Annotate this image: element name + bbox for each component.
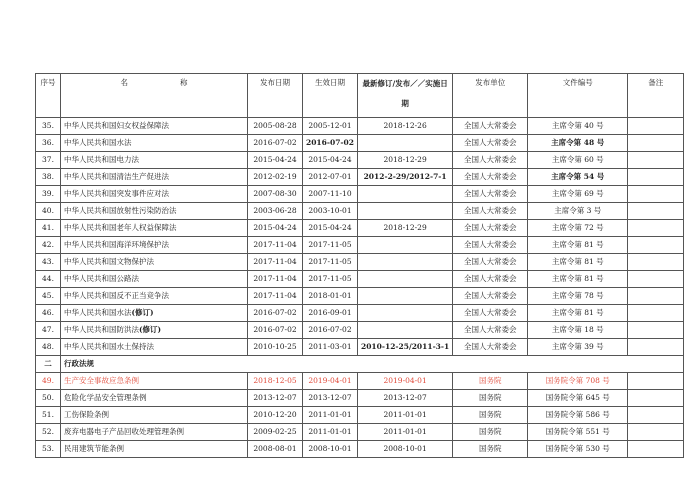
row-publisher: 全国人大常委会 (453, 322, 528, 339)
row-name (61, 220, 248, 237)
row-doc-no: 主席令第 18 号 (528, 322, 628, 339)
row-remark (628, 237, 684, 254)
row-seq: 45. (36, 288, 61, 305)
row-name: 危险化学品安全管理条例 (61, 390, 248, 407)
table-row (36, 118, 684, 135)
row-seq: 48. (36, 339, 61, 356)
row-doc-no: 主席令第 3 号 (528, 203, 628, 220)
row-latest (357, 305, 452, 322)
row-eff-date: 2011-01-01 (303, 424, 358, 441)
row-eff-date: 2015-04-24 (303, 152, 358, 169)
row-name (61, 305, 248, 322)
row-pub-date: 2013-12-07 (248, 390, 303, 407)
row-publisher: 全国人大常委会 (453, 237, 528, 254)
row-publisher: 全国人大常委会 (453, 186, 528, 203)
row-name (61, 118, 248, 135)
row-pub-date: 2017-11-04 (248, 254, 303, 271)
row-doc-no: 主席令第 81 号 (528, 254, 628, 271)
header-row (36, 74, 684, 118)
row-name (61, 271, 248, 288)
row-seq: 35. (36, 118, 61, 135)
row-publisher: 全国人大常委会 (453, 169, 528, 186)
row-pub-date: 2010-10-25 (248, 339, 303, 356)
row-doc-no: 主席令第 60 号 (528, 152, 628, 169)
table-row (36, 169, 684, 186)
row-pub-date: 2007-08-30 (248, 186, 303, 203)
row-seq: 50. (36, 390, 61, 407)
row-latest: 2018-12-29 (357, 220, 452, 237)
row-eff-date: 2016-09-01 (303, 305, 358, 322)
header-name-right: 称 (180, 78, 188, 87)
row-doc-no: 国务院令第 586 号 (528, 407, 628, 424)
row-name (61, 254, 248, 271)
table-row (36, 288, 684, 305)
row-remark (628, 373, 684, 390)
row-latest: 2018-12-29 (357, 152, 452, 169)
table-row (36, 373, 684, 390)
row-eff-date: 2005-12-01 (303, 118, 358, 135)
row-doc-no: 主席令第 40 号 (528, 118, 628, 135)
row-remark (628, 135, 684, 152)
row-latest: 2008-10-01 (357, 441, 452, 458)
row-doc-no: 主席令第 81 号 (528, 305, 628, 322)
row-seq: 47. (36, 322, 61, 339)
row-eff-date: 2012-07-01 (303, 169, 358, 186)
row-latest (357, 288, 452, 305)
section-no: 二 (36, 356, 61, 373)
row-seq: 44. (36, 271, 61, 288)
row-eff-date: 2017-11-05 (303, 271, 358, 288)
row-name (61, 237, 248, 254)
row-publisher: 全国人大常委会 (453, 220, 528, 237)
row-latest: 2012-2-29/2012-7-1 (357, 169, 452, 186)
row-latest: 2019-04-01 (357, 373, 452, 390)
row-eff-date: 2016-07-02 (303, 322, 358, 339)
header-name-left: 名 (120, 78, 128, 87)
row-publisher: 全国人大常委会 (453, 118, 528, 135)
row-doc-no: 国务院令第 551 号 (528, 424, 628, 441)
row-name (61, 288, 248, 305)
row-publisher: 全国人大常委会 (453, 254, 528, 271)
table-row (36, 305, 684, 322)
row-seq: 49. (36, 373, 61, 390)
row-publisher: 全国人大常委会 (453, 271, 528, 288)
row-seq: 39. (36, 186, 61, 203)
row-seq: 42. (36, 237, 61, 254)
row-pub-date: 2018-12-05 (248, 373, 303, 390)
row-name (61, 322, 248, 339)
row-remark (628, 390, 684, 407)
row-publisher: 全国人大常委会 (453, 203, 528, 220)
row-latest: 2010-12-25/2011-3-1 (357, 339, 452, 356)
row-latest (357, 271, 452, 288)
row-latest (357, 186, 452, 203)
row-doc-no: 主席令第 39 号 (528, 339, 628, 356)
row-publisher: 全国人大常委会 (453, 152, 528, 169)
header-remark: 备注 (628, 74, 684, 118)
row-pub-date: 2009-02-25 (248, 424, 303, 441)
row-pub-date: 2016-07-02 (248, 135, 303, 152)
table-row (36, 407, 684, 424)
row-remark (628, 322, 684, 339)
row-doc-no: 主席令第 48 号 (528, 135, 628, 152)
row-eff-date: 2016-07-02 (303, 135, 358, 152)
row-doc-no: 主席令第 72 号 (528, 220, 628, 237)
table-row (36, 390, 684, 407)
row-latest: 2011-01-01 (357, 424, 452, 441)
row-seq: 41. (36, 220, 61, 237)
row-publisher: 国务院 (453, 390, 528, 407)
row-eff-date: 2008-10-01 (303, 441, 358, 458)
row-name-text: 中华人民共和国防洪法 (64, 325, 139, 335)
row-remark (628, 186, 684, 203)
table-row (36, 424, 684, 441)
row-remark (628, 424, 684, 441)
table-body (36, 118, 684, 458)
regulations-table (35, 73, 684, 458)
row-eff-date: 2011-03-01 (303, 339, 358, 356)
header-doc-no: 文件编号 (528, 74, 628, 118)
row-name-text: 中华人民共和国文物保护法 (64, 257, 154, 267)
row-remark (628, 152, 684, 169)
row-pub-date: 2003-06-28 (248, 203, 303, 220)
row-name-text: 中华人民共和国妇女权益保障法 (64, 121, 169, 131)
row-name-text: 中华人民共和国海洋环境保护法 (64, 240, 169, 250)
row-pub-date: 2016-07-02 (248, 322, 303, 339)
row-doc-no: 主席令第 54 号 (528, 169, 628, 186)
row-name-text: 中华人民共和国电力法 (64, 155, 139, 165)
row-eff-date: 2011-01-01 (303, 407, 358, 424)
table-row (36, 203, 684, 220)
row-remark (628, 339, 684, 356)
row-publisher: 全国人大常委会 (453, 288, 528, 305)
row-name-text: 中华人民共和国突发事件应对法 (64, 189, 169, 199)
row-eff-date: 2018-01-01 (303, 288, 358, 305)
row-name-text: 中华人民共和国水法 (64, 138, 132, 148)
row-publisher: 全国人大常委会 (453, 135, 528, 152)
row-doc-no: 主席令第 81 号 (528, 271, 628, 288)
row-remark (628, 305, 684, 322)
row-remark (628, 169, 684, 186)
row-remark (628, 118, 684, 135)
row-publisher: 全国人大常委会 (453, 305, 528, 322)
row-publisher: 国务院 (453, 424, 528, 441)
row-remark (628, 407, 684, 424)
row-pub-date: 2015-04-24 (248, 220, 303, 237)
row-name-text: 中华人民共和国水土保持法 (64, 342, 154, 352)
row-remark (628, 254, 684, 271)
row-doc-no: 主席令第 69 号 (528, 186, 628, 203)
table-row (36, 322, 684, 339)
row-publisher: 国务院 (453, 373, 528, 390)
row-latest: 2018-12-26 (357, 118, 452, 135)
row-pub-date: 2008-08-01 (248, 441, 303, 458)
row-pub-date: 2017-11-04 (248, 288, 303, 305)
row-latest (357, 135, 452, 152)
row-eff-date: 2013-12-07 (303, 390, 358, 407)
row-name-revision: (修订) (131, 308, 154, 318)
table-row (36, 220, 684, 237)
row-name: 废弃电器电子产品回收处理管理条例 (61, 424, 248, 441)
row-pub-date: 2010-12-20 (248, 407, 303, 424)
row-pub-date: 2017-11-04 (248, 237, 303, 254)
row-pub-date: 2012-02-19 (248, 169, 303, 186)
row-doc-no: 主席令第 81 号 (528, 237, 628, 254)
row-seq: 37. (36, 152, 61, 169)
row-name-text: 中华人民共和国公路法 (64, 274, 139, 284)
row-eff-date: 2017-11-05 (303, 237, 358, 254)
row-latest (357, 322, 452, 339)
row-eff-date: 2007-11-10 (303, 186, 358, 203)
row-name-revision: (修订) (139, 325, 162, 335)
row-name-text: 中华人民共和国水法 (64, 308, 132, 318)
row-seq: 40. (36, 203, 61, 220)
row-doc-no: 国务院令第 645 号 (528, 390, 628, 407)
row-latest (357, 203, 452, 220)
section-row (36, 356, 684, 373)
row-seq: 43. (36, 254, 61, 271)
header-name (61, 74, 248, 118)
row-remark (628, 288, 684, 305)
row-remark (628, 220, 684, 237)
row-pub-date: 2015-04-24 (248, 152, 303, 169)
row-seq: 38. (36, 169, 61, 186)
row-name-text: 中华人民共和国老年人权益保障法 (64, 223, 177, 233)
table-row (36, 152, 684, 169)
row-seq: 36. (36, 135, 61, 152)
row-publisher: 全国人大常委会 (453, 339, 528, 356)
table-row (36, 441, 684, 458)
row-pub-date: 2017-11-04 (248, 271, 303, 288)
row-remark (628, 271, 684, 288)
header-latest: 最新修订/发布／／实施日期 (357, 74, 452, 118)
row-name-text: 中华人民共和国清洁生产促进法 (64, 172, 169, 182)
row-latest: 2011-01-01 (357, 407, 452, 424)
header-publisher: 发布单位 (453, 74, 528, 118)
row-latest (357, 237, 452, 254)
table-row (36, 237, 684, 254)
row-name: 生产安全事故应急条例 (61, 373, 248, 390)
row-publisher: 国务院 (453, 407, 528, 424)
row-name: 民用建筑节能条例 (61, 441, 248, 458)
row-name-text: 中华人民共和国反不正当竞争法 (64, 291, 169, 301)
row-eff-date: 2019-04-01 (303, 373, 358, 390)
row-doc-no: 主席令第 78 号 (528, 288, 628, 305)
row-seq: 52. (36, 424, 61, 441)
row-doc-no: 国务院令第 530 号 (528, 441, 628, 458)
row-name-text: 中华人民共和国放射性污染防治法 (64, 206, 177, 216)
row-remark (628, 441, 684, 458)
row-eff-date: 2003-10-01 (303, 203, 358, 220)
row-name (61, 186, 248, 203)
table-row (36, 135, 684, 152)
row-remark (628, 203, 684, 220)
row-seq: 46. (36, 305, 61, 322)
row-eff-date: 2017-11-05 (303, 254, 358, 271)
table-row (36, 339, 684, 356)
row-seq: 53. (36, 441, 61, 458)
row-name: 工伤保险条例 (61, 407, 248, 424)
row-pub-date: 2005-08-28 (248, 118, 303, 135)
row-name (61, 339, 248, 356)
section-title: 行政法规 (61, 356, 684, 373)
table-row (36, 186, 684, 203)
row-doc-no: 国务院令第 708 号 (528, 373, 628, 390)
row-name (61, 203, 248, 220)
row-latest (357, 254, 452, 271)
row-seq: 51. (36, 407, 61, 424)
row-eff-date: 2015-04-24 (303, 220, 358, 237)
row-latest: 2013-12-07 (357, 390, 452, 407)
header-pub-date: 发布日期 (248, 74, 303, 118)
row-name (61, 135, 248, 152)
table-row (36, 254, 684, 271)
row-pub-date: 2016-07-02 (248, 305, 303, 322)
row-name (61, 169, 248, 186)
header-eff-date: 生效日期 (303, 74, 358, 118)
table-row (36, 271, 684, 288)
header-seq: 序号 (36, 74, 61, 118)
row-name (61, 152, 248, 169)
row-publisher: 国务院 (453, 441, 528, 458)
